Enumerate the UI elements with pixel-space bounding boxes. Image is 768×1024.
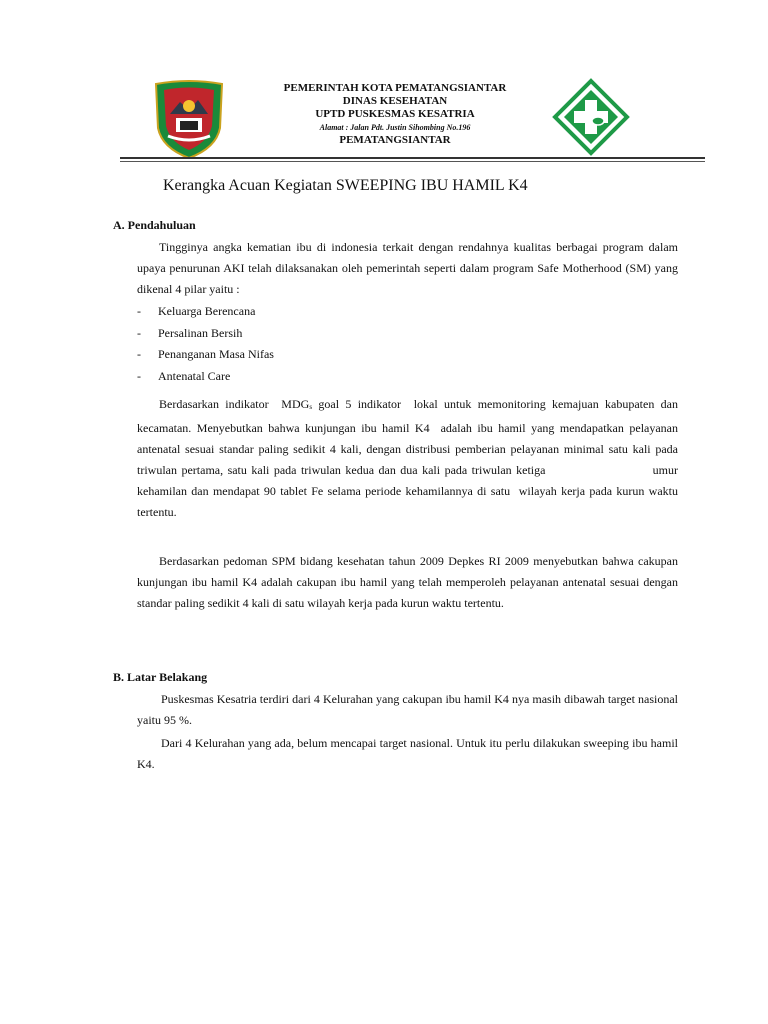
letterhead-address: Alamat : Jalan Pdt. Justin Sihombing No.196 — [319, 123, 471, 132]
list-item: - Persalinan Bersih — [137, 325, 243, 340]
list-item: - Keluarga Berencana — [137, 304, 256, 318]
section-b-paragraph-2: Dari 4 Kelurahan yang ada, belum mencapai target nasional. Untuk itu perlu dilakukan sweeping ibu hamil K4. — [137, 736, 678, 771]
section-a-paragraph-3: Berdasarkan pedoman SPM bidang kesehatan tahun 2009 Depkes RI 2009 menyebutkan bahwa cakupan kunjungan ibu hamil K4 adalah cakupan ibu hamil yang telah memperoleh pelayanan antenatal sesuai dengan standar paling sedikit 4 kali di satu wilayah kerja pada kurun waktu tertentu. — [137, 554, 678, 610]
section-a-paragraph-2: Berdasarkan indikator $MDG_s$ goal 5 indikator lokal untuk memonitoring kemajuan kabupaten dan kecamatan. Menyebutkan bahwa kunjungan ibu hamil K4 adalah ibu hamil yang mendapatkan pelayanan antenatal sesuai standar paling sedikit 4 kali, dengan distribusi pemberian pelayanan minimal satu kali pada triwulan pertama, satu kali pada triwulan kedua dan dua kali pada triwulan ketiga umur kehamilan dan mendapat 90 tablet Fe selama periode kehamilannya di satu wilayah kerja pada kurun waktu tertentu. — [137, 397, 682, 519]
city-emblem-logo — [148, 78, 230, 160]
letterhead-divider — [120, 157, 705, 159]
letterhead-unit: UPTD PUSKESMAS KESATRIA — [315, 108, 475, 120]
letterhead-department: DINAS KESEHATAN — [342, 95, 448, 107]
letterhead-divider-thin — [120, 161, 705, 162]
letterhead-text — [240, 82, 550, 147]
letterhead-city: PEMATANGSIANTAR — [339, 134, 451, 146]
pillars-list — [137, 301, 274, 387]
letterhead-government: PEMERINTAH KOTA PEMATANGSIANTAR — [283, 82, 507, 94]
list-item: - Antenatal Care — [137, 368, 231, 383]
letterhead — [120, 70, 705, 165]
list-item: - Penanganan Masa Nifas — [137, 347, 274, 361]
document-title: Kerangka Acuan Kegiatan SWEEPING IBU HAMIL K4 — [163, 177, 528, 194]
section-a-heading: A. Pendahuluan — [113, 218, 196, 232]
section-b-heading: B. Latar Belakang — [113, 670, 208, 684]
section-a-paragraph-1: Tingginya angka kematian ibu di indonesia terkait dengan rendahnya kualitas berbagai program dalam upaya penurunan AKI telah dilaksanakan oleh pemerintah seperti dalam program Safe Motherhood (SM) yang dikenal 4 pilar yaitu : — [137, 240, 678, 296]
puskesmas-logo — [552, 78, 630, 156]
section-b-paragraph-1: Puskesmas Kesatria terdiri dari 4 Kelurahan yang cakupan ibu hamil K4 nya masih dibawah target nasional yaitu 95 %. — [137, 692, 678, 727]
